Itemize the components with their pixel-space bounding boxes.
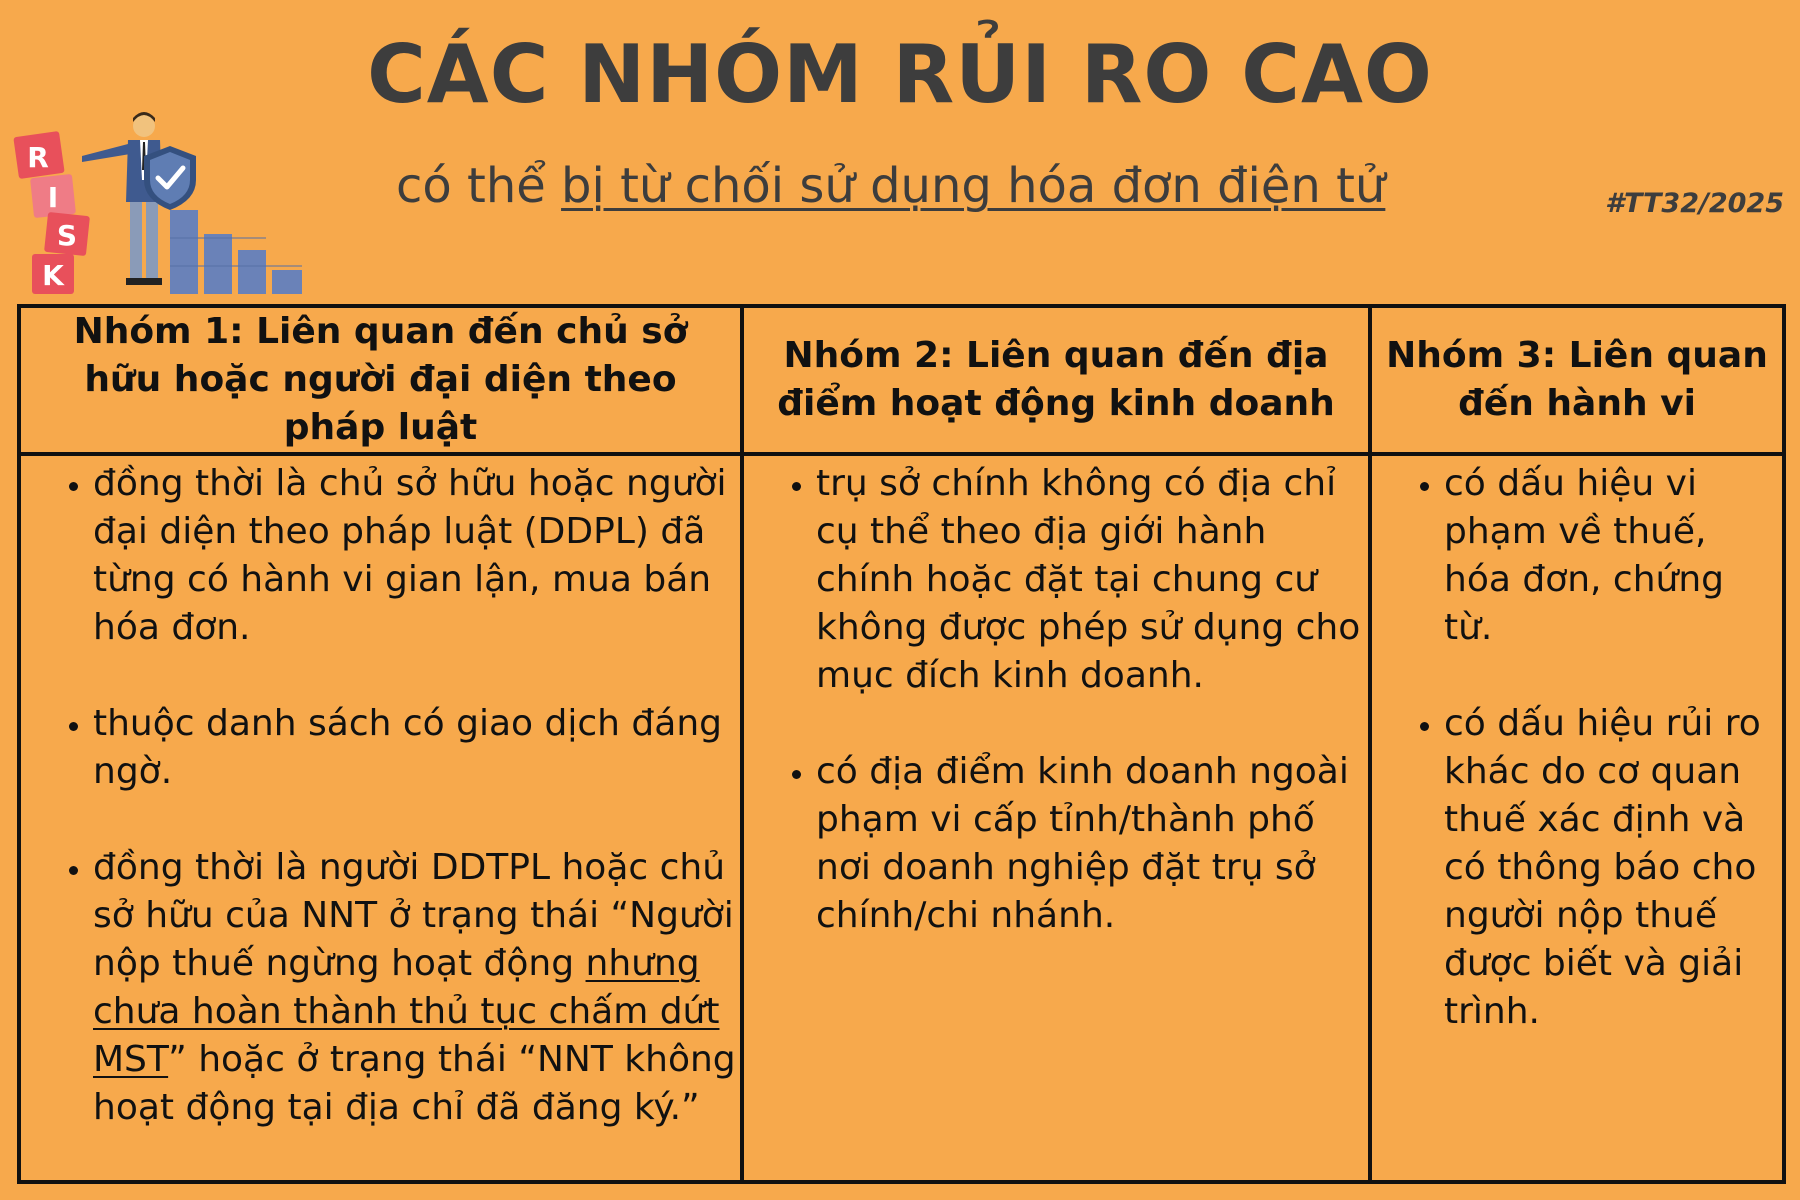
list-item: • có dấu hiệu rủi ro khác do cơ quan thuế xác định và có thông báo cho người nộp thuế được biết và giải trình. <box>1444 700 1782 1036</box>
list-item: • trụ sở chính không có địa chỉ cụ thể theo địa giới hành chính hoặc đặt tại chung cư không được phép sử dụng cho mục đích kinh doanh. <box>816 460 1368 700</box>
risk-cubes-icon <box>13 131 90 294</box>
cube-letter-r: R <box>27 141 49 174</box>
list-item: • có địa điểm kinh doanh ngoài phạm vi cấp tỉnh/thành phố nơi doanh nghiệp đặt trụ sở chính/chi nhánh. <box>816 748 1368 940</box>
content-row <box>19 454 1784 1182</box>
risk-illustration <box>10 110 330 305</box>
header-row <box>19 306 1784 454</box>
hashtag: #TT32/2025 <box>1605 188 1784 219</box>
subtitle-prefix: có thể <box>396 158 562 214</box>
group-1-list <box>21 460 740 1132</box>
page-title: CÁC NHÓM RỦI RO CAO <box>367 28 1433 121</box>
group-3-header: Nhóm 3: Liên quan đến hành vi <box>1370 306 1784 454</box>
item-text-underlined: nhưng chưa hoàn thành thủ tục chấm dứt MST <box>93 943 720 1080</box>
list-item <box>93 844 740 1132</box>
cube-letter-k: K <box>42 259 64 292</box>
list-item: • thuộc danh sách có giao dịch đáng ngờ. <box>93 700 740 796</box>
item-text-after: ” hoặc ở trạng thái “NNT không hoạt động tại địa chỉ đã đăng ký.” <box>93 1039 736 1128</box>
group-3-list <box>1372 460 1782 1036</box>
cube-letter-i: I <box>47 181 59 214</box>
group-3-cell <box>1370 454 1784 1182</box>
cube-letter-s: S <box>56 219 78 252</box>
group-2-header: Nhóm 2: Liên quan đến địa điểm hoạt động kinh doanh <box>742 306 1370 454</box>
group-2-list <box>744 460 1368 940</box>
subtitle-underlined: bị từ chối sử dụng hóa đơn điện tử <box>561 158 1386 214</box>
list-item: • đồng thời là chủ sở hữu hoặc người đại diện theo pháp luật (DDPL) đã từng có hành vi gian lận, mua bán hóa đơn. <box>93 460 740 652</box>
bar-chart-icon <box>170 210 302 294</box>
page-subtitle <box>396 158 1385 214</box>
list-item: • có dấu hiệu vi phạm về thuế, hóa đơn, chứng từ. <box>1444 460 1782 652</box>
item-text-before: đồng thời là người DDTPL hoặc chủ sở hữu của NNT ở trạng thái “Người nộp thuế ngừng hoạt động <box>93 847 734 984</box>
group-2-cell <box>742 454 1370 1182</box>
group-1-header: Nhóm 1: Liên quan đến chủ sở hữu hoặc người đại diện theo pháp luật <box>19 306 742 454</box>
businessman-icon <box>82 112 162 285</box>
risk-groups-table <box>17 304 1786 1184</box>
group-1-cell <box>19 454 742 1182</box>
